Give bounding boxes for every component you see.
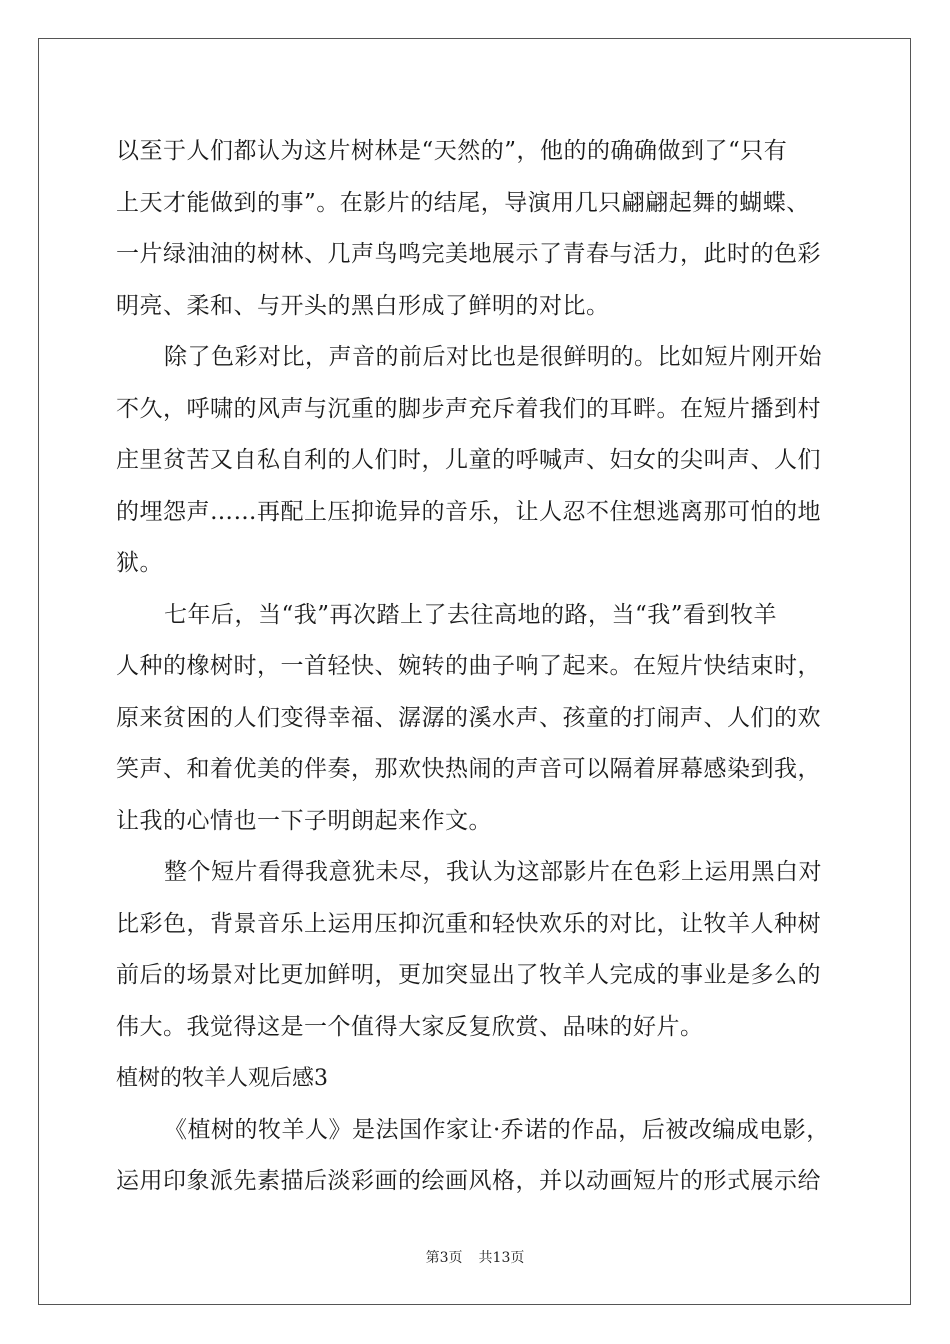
text-line: 前后的场景对比更加鲜明，更加突显出了牧羊人完成的事业是多么的 [116, 962, 821, 988]
text-line: 笑声、和着优美的伴奏，那欢快热闹的声音可以隔着屏幕感染到我， [116, 756, 821, 782]
text-line: 的埋怨声……再配上压抑诡异的音乐，让人忍不住想逃离那可怕的地 [116, 498, 821, 525]
text-line: 运用印象派先素描后淡彩画的绘画风格，并以动画短片的形式展示给 [116, 1168, 821, 1194]
paragraph-start-line: 七年后，当“我”再次踏上了去往高地的路，当“我”看到牧羊 [164, 601, 778, 628]
text-line: 上天才能做到的事”。在影片的结尾，导演用几只翩翩起舞的蝴蝶、 [116, 189, 810, 216]
paragraph-start-line: 《植树的牧羊人》是法国作家让·乔诺的作品，后被改编成电影， [164, 1116, 830, 1143]
text-line: 让我的心情也一下子明朗起来作文。 [116, 807, 492, 834]
section-heading: 植树的牧羊人观后感3 [116, 1066, 328, 1091]
text-line: 狱。 [116, 550, 163, 576]
text-line: 原来贫困的人们变得幸福、潺潺的溪水声、孩童的打闹声、人们的欢 [116, 704, 821, 731]
text-line: 以至于人们都认为这片树林是“天然的”，他的的确确做到了“只有 [116, 138, 788, 164]
page-number: 第3页 [425, 1250, 463, 1266]
paragraph-start-line: 整个短片看得我意犹未尽，我认为这部影片在色彩上运用黑白对 [164, 859, 822, 885]
text-line: 不久，呼啸的风声与沉重的脚步声充斥着我们的耳畔。在短片播到村 [116, 395, 821, 422]
text-line: 明亮、柔和、与开头的黑白形成了鲜明的对比。 [116, 292, 610, 319]
text-line: 人种的橡树时，一首轻快、婉转的曲子响了起来。在短片快结束时， [116, 653, 821, 679]
page-total: 共13页 [478, 1250, 525, 1266]
paragraph-start-line: 除了色彩对比，声音的前后对比也是很鲜明的。比如短片刚开始 [164, 344, 822, 370]
text-line: 一片绿油油的树林、几声鸟鸣完美地展示了青春与活力，此时的色彩 [116, 241, 821, 267]
text-line: 庄里贫苦又自私自利的人们时，儿童的呼喊声、妇女的尖叫声、人们 [116, 447, 821, 473]
text-line: 比彩色，背景音乐上运用压抑沉重和轻快欢乐的对比，让牧羊人种树 [116, 910, 821, 937]
text-line: 伟大。我觉得这是一个值得大家反复欣赏、品味的好片。 [116, 1013, 704, 1040]
page-footer [0, 1247, 950, 1267]
document-body [116, 126, 836, 1208]
